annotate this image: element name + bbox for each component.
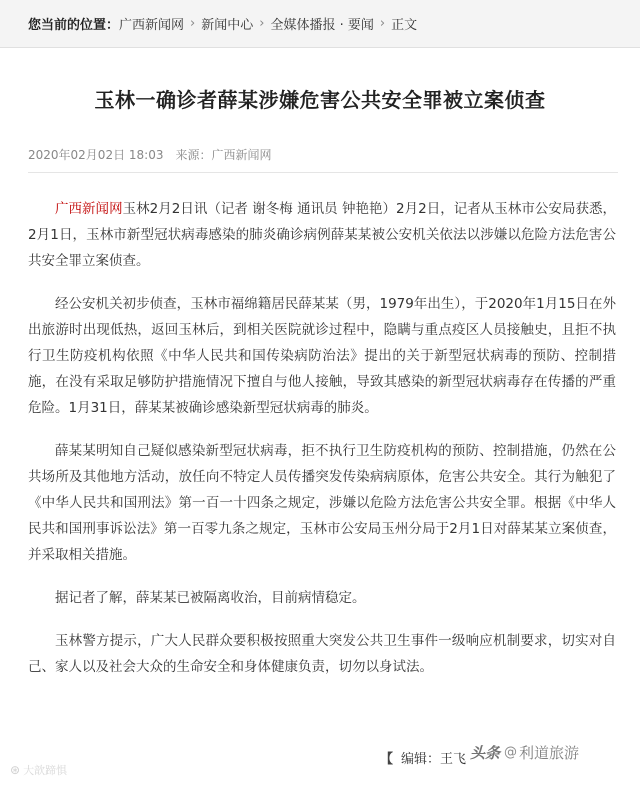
breadcrumb-separator: › (259, 16, 265, 31)
at-icon: @ (504, 745, 518, 760)
source-link[interactable]: 广西新闻网 (55, 201, 123, 217)
watermark-left (10, 762, 67, 778)
article-paragraph: 薛某某明知自己疑似感染新型冠状病毒，拒不执行卫生防疫机构的预防、控制措施，仍然在公共场所及其他地方活动，放任向不特定人员传播突发传染病病原体，危害公共安全。其行为触犯了《中华人民共和国刑法》第一百一十四条之规定，涉嫌以危险方法危害公共安全罪。根据《中华人民共和国刑事诉讼法》第一百零九条之规定，玉林市公安局玉州分局于2月1日对薛某某立案侦查，并采取相关措施。 (28, 443, 616, 563)
article-paragraph: 玉林警方提示，广大人民群众要积极按照重大突发公共卫生事件一级响应机制要求，切实对自己、家人以及社会大众的生命安全和身体健康负责，切勿以身试法。 (28, 633, 616, 675)
breadcrumb-separator: › (190, 16, 196, 31)
paragraph-text: 玉林2月2日讯（记者 谢冬梅 通讯员 钟艳艳）2月2日，记者从玉林市公安局获悉，2月1日，玉林市新型冠状病毒感染的肺炎确诊病例薛某某被公安机关依法以涉嫌以危险方法危害公共安全罪立案侦查。 (28, 201, 617, 269)
breadcrumb-label: 您当前的位置： (28, 18, 120, 33)
article-body (28, 196, 616, 697)
breadcrumb-current: 正文 (391, 18, 418, 33)
article-date: 2020年02月02日 18:03 (28, 148, 164, 162)
editor-name: 编辑：王飞 (401, 752, 467, 767)
editor-bracket: 【 (380, 752, 394, 767)
breadcrumb (0, 0, 640, 48)
breadcrumb-link-home[interactable]: 广西新闻网 (119, 18, 185, 33)
editor-credit (380, 748, 466, 767)
weibo-icon: ⊛ (10, 763, 21, 777)
article-paragraph: 经公安机关初步侦查，玉林市福绵籍居民薛某某（男，1979年出生），于2020年1月15日在外出旅游时出现低热，返回玉林后，到相关医院就诊过程中，隐瞒与重点疫区人员接触史，且拒不执行卫生防疫机构依照《中华人民共和国传染病防治法》提出的关于新型冠状病毒的预防、控制措施，在没有采取足够防护措施情况下擅自与他人接触，导致其感染的新型冠状病毒存在传播的严重危险。1月31日，薛某某被确诊感染新型冠状病毒的肺炎。 (28, 296, 616, 416)
article-source: 来源：广西新闻网 (175, 148, 272, 162)
watermark-right-text: 利道旅游 (519, 744, 580, 762)
article-paragraph (28, 196, 616, 274)
article-meta (28, 146, 272, 163)
watermark-brand: 头条 (470, 744, 501, 762)
watermark-left-text: 大歆蹄惧 (23, 764, 68, 777)
title-divider (28, 172, 618, 173)
watermark-right (470, 742, 579, 763)
article-paragraph: 据记者了解，薛某某已被隔离收治，目前病情稳定。 (55, 590, 366, 606)
breadcrumb-link-news-center[interactable]: 新闻中心 (201, 18, 254, 33)
article-title: 玉林一确诊者薛某涉嫌危害公共安全罪被立案侦查 (94, 88, 546, 112)
breadcrumb-link-media-news[interactable]: 全媒体播报 · 要闻 (270, 18, 374, 33)
breadcrumb-separator: › (379, 16, 386, 31)
